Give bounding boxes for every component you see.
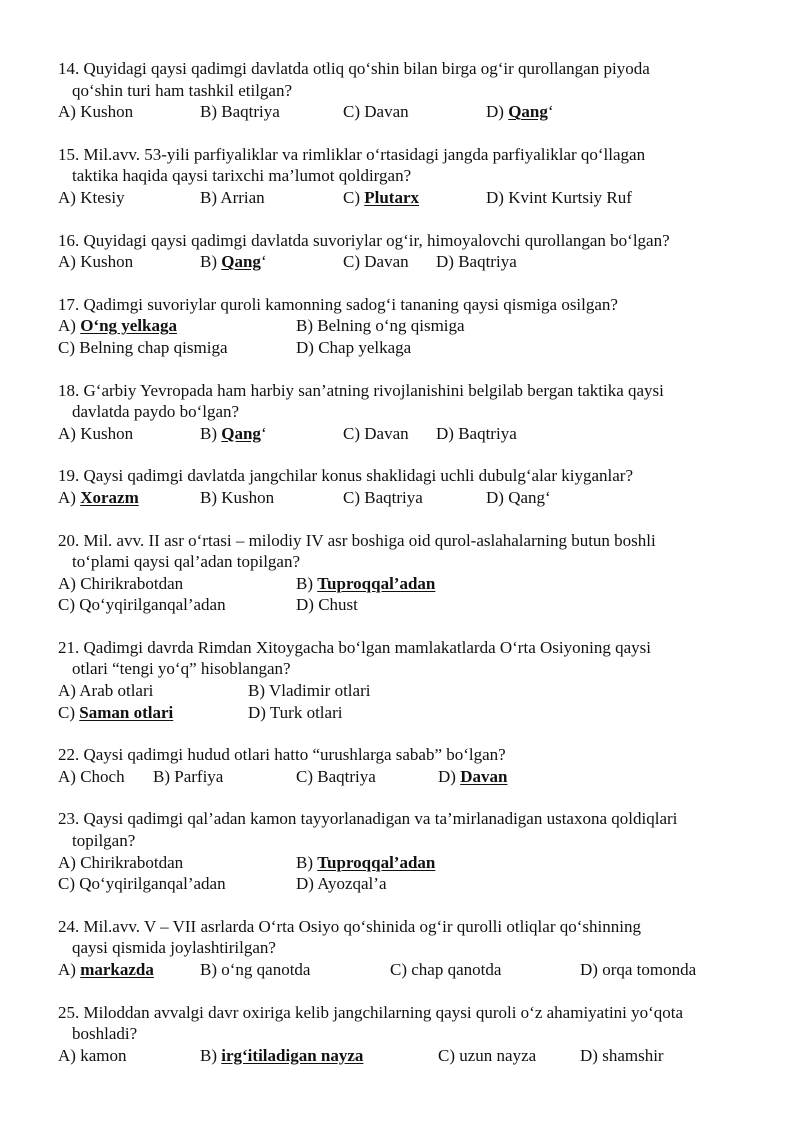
correct-answer-text: markazda	[80, 960, 154, 979]
option-text: Belning chap qismiga	[79, 337, 228, 357]
question-q20	[58, 530, 758, 616]
answer-option[interactable]	[248, 702, 342, 724]
answer-option[interactable]	[58, 959, 154, 981]
question-text	[58, 744, 758, 766]
option-suffix: ‘	[260, 252, 267, 272]
answer-option[interactable]	[343, 487, 423, 509]
question-q23	[58, 808, 758, 894]
option-letter: C)	[343, 487, 365, 507]
option-letter: D)	[436, 423, 459, 443]
answer-option[interactable]	[436, 423, 517, 445]
option-text: Baqtriya	[458, 252, 517, 272]
option-text: Kushon	[80, 102, 134, 122]
answer-option[interactable]	[58, 337, 228, 359]
option-letter: D)	[296, 874, 318, 894]
question-text-line: 23. Qaysi qadimgi qal’adan kamon tayyorlanadigan va ta’mirlanadigan ustaxona qoldiqlari	[58, 809, 678, 829]
answer-option[interactable]	[58, 101, 133, 123]
question-text-line: davlatda paydo bo‘lgan?	[72, 402, 240, 422]
option-text: Ayozqal’a	[317, 874, 387, 894]
option-letter: A)	[58, 423, 81, 443]
question-text	[58, 58, 758, 101]
option-letter: B)	[248, 681, 269, 701]
answer-options-row	[58, 594, 758, 616]
answer-option[interactable]	[58, 852, 183, 874]
option-letter: C)	[58, 595, 80, 615]
question-text-line: qo‘shin turi ham tashkil etilgan?	[72, 80, 293, 100]
option-text: Vladimir otlari	[268, 681, 371, 701]
answer-option[interactable]	[438, 1045, 536, 1067]
option-letter: B)	[200, 423, 222, 443]
option-text: Kvint Kurtsiy Ruf	[508, 187, 632, 207]
correct-answer-text: Qang	[221, 423, 261, 443]
answer-options-row	[58, 873, 758, 895]
correct-answer-text: Qang	[221, 252, 261, 272]
option-text: Chirikrabotdan	[80, 852, 184, 872]
question-q17	[58, 294, 758, 359]
answer-option[interactable]	[200, 101, 280, 123]
correct-answer-text: Qang	[508, 102, 548, 122]
correct-answer-text: Davan	[460, 766, 508, 786]
answer-options-row	[58, 315, 758, 337]
option-text: chap qanotda	[411, 960, 502, 979]
option-letter: A)	[58, 852, 81, 872]
question-text-line: 24. Mil.avv. V – VII asrlarda O‘rta Osiyo qo‘shinida og‘ir qurolli otliqlar qo‘shinning	[58, 916, 641, 936]
option-text: Arab otlari	[79, 681, 154, 701]
option-letter: D)	[486, 102, 509, 122]
question-text-line: 16. Quyidagi qaysi qadimgi davlatda suvoriylar og‘ir, himoyalovchi qurollangan bo‘lgan?	[58, 230, 670, 250]
option-text: Belning o‘ng qismiga	[317, 316, 465, 336]
option-text: Baqtriya	[317, 766, 376, 786]
answer-option[interactable]	[58, 423, 133, 445]
option-letter: B)	[200, 1045, 222, 1065]
question-text-line: boshladi?	[72, 1024, 138, 1044]
option-text: Kushon	[80, 252, 134, 272]
question-text-line: 21. Qadimgi davrda Rimdan Xitoygacha bo‘lgan mamlakatlarda O‘rta Osiyoning qaysi	[58, 637, 651, 657]
option-text: Arrian	[220, 187, 265, 207]
answer-option[interactable]	[296, 852, 435, 874]
question-text-line: 25. Miloddan avvalgi davr oxiriga kelib jangchilarning qaysi quroli o‘z ahamiyatini yo‘qota	[58, 1002, 684, 1022]
answer-option[interactable]	[343, 101, 409, 123]
question-q21	[58, 637, 758, 723]
option-letter: A)	[58, 187, 81, 207]
answer-option[interactable]	[58, 187, 125, 209]
option-letter: C)	[58, 337, 80, 357]
option-letter: A)	[58, 316, 81, 336]
answer-option[interactable]	[296, 873, 387, 895]
test-page	[58, 58, 758, 1087]
option-letter: B)	[200, 252, 222, 272]
option-letter: D)	[486, 187, 509, 207]
option-letter: B)	[153, 766, 175, 786]
question-text-line: topilgan?	[72, 831, 136, 851]
option-letter: C)	[390, 960, 412, 979]
option-letter: D)	[296, 337, 319, 357]
option-letter: B)	[200, 487, 222, 507]
option-letter: D)	[580, 960, 603, 979]
answer-option[interactable]	[296, 315, 465, 337]
answer-option[interactable]	[296, 594, 358, 616]
question-text-line: 14. Quyidagi qaysi qadimgi davlatda otliq qo‘shin bilan birga og‘ir qurollangan piyoda	[58, 59, 650, 78]
question-text-line: otlari “tengi yo‘q” hisoblangan?	[72, 659, 291, 679]
question-q25	[58, 1002, 758, 1067]
option-text: Chust	[318, 595, 358, 615]
option-text: uzun nayza	[459, 1045, 537, 1065]
answer-option[interactable]	[58, 315, 177, 337]
question-text-line: 15. Mil.avv. 53-yili parfiyaliklar va rimliklar o‘rtasidagi jangda parfiyaliklar qo‘llagan	[58, 144, 646, 164]
question-text-line: 19. Qaysi qadimgi davlatda jangchilar konus shaklidagi uchli dubulg‘alar kiyganlar?	[58, 466, 634, 486]
answer-option[interactable]	[343, 187, 419, 209]
question-text	[58, 637, 758, 680]
option-text: kamon	[80, 1045, 127, 1065]
answer-option[interactable]	[153, 766, 223, 788]
option-letter: C)	[58, 874, 80, 894]
question-text	[58, 380, 758, 423]
option-text: Baqtriya	[458, 423, 517, 443]
option-letter: B)	[200, 960, 222, 979]
answer-options-row	[58, 337, 758, 359]
question-q22	[58, 744, 758, 787]
answer-options-row	[58, 251, 758, 273]
question-text-line: to‘plami qaysi qal’adan topilgan?	[72, 552, 301, 572]
option-text: Kushon	[221, 487, 275, 507]
correct-answer-text: O‘ng yelkaga	[80, 316, 178, 336]
question-text	[58, 144, 758, 187]
answer-option[interactable]	[436, 251, 517, 273]
answer-option[interactable]	[58, 251, 133, 273]
correct-answer-text: Saman otlari	[79, 702, 174, 722]
answer-options-row	[58, 680, 758, 702]
answer-option[interactable]	[486, 487, 551, 509]
option-letter: C)	[58, 702, 80, 722]
option-letter: A)	[58, 487, 81, 507]
answer-option[interactable]	[200, 423, 267, 445]
answer-options-row	[58, 1045, 758, 1067]
question-text-line: 22. Qaysi qadimgi hudud otlari hatto “urushlarga sabab” bo‘lgan?	[58, 745, 506, 765]
option-letter: A)	[58, 252, 81, 272]
question-q19	[58, 465, 758, 508]
answer-options-row	[58, 702, 758, 724]
option-text: Choch	[80, 766, 125, 786]
answer-option[interactable]	[296, 337, 411, 359]
option-text: Turk otlari	[269, 702, 343, 722]
answer-option[interactable]	[58, 573, 183, 595]
option-text: Davan	[364, 423, 409, 443]
question-q18	[58, 380, 758, 445]
option-letter: C)	[438, 1045, 460, 1065]
question-text	[58, 916, 758, 959]
option-letter: A)	[58, 960, 81, 979]
correct-answer-text: Xorazm	[80, 487, 139, 507]
answer-option[interactable]	[200, 187, 265, 209]
correct-answer-text: irg‘itiladigan nayza	[221, 1045, 364, 1065]
answer-option[interactable]	[200, 959, 310, 981]
answer-option[interactable]	[58, 702, 173, 724]
option-letter: C)	[343, 187, 365, 207]
option-text: Ktesiy	[80, 187, 125, 207]
question-q14	[58, 58, 758, 123]
option-text: Chirikrabotdan	[80, 573, 184, 593]
question-text-line: 18. G‘arbiy Yevropada ham harbiy san’atning rivojlanishini belgilab bergan taktika qaysi	[58, 380, 664, 400]
answer-options-row	[58, 423, 758, 445]
option-text: Qo‘yqirilganqal’adan	[79, 595, 226, 615]
answer-option[interactable]	[438, 766, 507, 788]
answer-option[interactable]	[486, 187, 632, 209]
correct-answer-text: Plutarx	[364, 187, 420, 207]
option-text: Qang‘	[508, 487, 551, 507]
answer-option[interactable]	[343, 251, 409, 273]
answer-option[interactable]	[200, 1045, 363, 1067]
answer-option[interactable]	[390, 959, 501, 981]
answer-option[interactable]	[58, 680, 153, 702]
option-text: Parfiya	[174, 766, 224, 786]
option-letter: A)	[58, 766, 81, 786]
option-text: Chap yelkaga	[318, 337, 412, 357]
option-letter: D)	[248, 702, 270, 722]
question-text	[58, 465, 758, 487]
option-text: Baqtriya	[221, 102, 280, 122]
option-text: Kushon	[80, 423, 134, 443]
option-letter: D)	[438, 766, 461, 786]
option-letter: B)	[296, 852, 318, 872]
option-text: shamshir	[602, 1045, 664, 1065]
option-letter: C)	[343, 102, 365, 122]
question-q24	[58, 916, 758, 981]
option-letter: D)	[580, 1045, 603, 1065]
option-letter: D)	[486, 487, 509, 507]
answer-options-row	[58, 959, 758, 981]
option-letter: C)	[343, 423, 365, 443]
option-text: orqa tomonda	[602, 960, 697, 979]
option-letter: D)	[296, 595, 319, 615]
answer-options-row	[58, 101, 758, 123]
answer-option[interactable]	[296, 573, 435, 595]
answer-options-row	[58, 852, 758, 874]
option-letter: B)	[296, 316, 318, 336]
answer-options-row	[58, 573, 758, 595]
option-letter: A)	[58, 681, 80, 701]
answer-options-row	[58, 487, 758, 509]
question-text-line: taktika haqida qaysi tarixchi ma’lumot qoldirgan?	[72, 166, 412, 186]
option-letter: A)	[58, 1045, 81, 1065]
option-letter: A)	[58, 573, 81, 593]
question-text	[58, 808, 758, 851]
answer-options-row	[58, 187, 758, 209]
answer-option[interactable]	[200, 487, 274, 509]
correct-answer-text: Tuproqqal’adan	[317, 573, 436, 593]
option-text: Qo‘yqirilganqal’adan	[79, 874, 226, 894]
answer-option[interactable]	[200, 251, 267, 273]
option-letter: A)	[58, 102, 81, 122]
option-suffix: ‘	[547, 102, 554, 122]
correct-answer-text: Tuproqqal’adan	[317, 852, 436, 872]
answer-option[interactable]	[58, 594, 226, 616]
answer-option[interactable]	[58, 766, 125, 788]
answer-option[interactable]	[296, 766, 376, 788]
option-letter: C)	[296, 766, 318, 786]
answer-option[interactable]	[248, 680, 370, 702]
question-text	[58, 230, 758, 252]
option-letter: B)	[200, 102, 222, 122]
question-text	[58, 294, 758, 316]
answer-option[interactable]	[580, 1045, 664, 1067]
question-text	[58, 1002, 758, 1045]
answer-option[interactable]	[486, 101, 554, 123]
option-letter: B)	[200, 187, 221, 207]
question-q16	[58, 230, 758, 273]
answer-option[interactable]	[58, 873, 226, 895]
answer-options-row	[58, 766, 758, 788]
answer-option[interactable]	[343, 423, 409, 445]
answer-option[interactable]	[580, 959, 696, 981]
option-text: Davan	[364, 102, 409, 122]
option-text: Baqtriya	[364, 487, 423, 507]
question-text-line: 20. Mil. avv. II asr o‘rtasi – milodiy IV asr boshiga oid qurol-aslahalarning butun boshli	[58, 530, 656, 550]
answer-option[interactable]	[58, 1045, 126, 1067]
question-text-line: qaysi qismida joylashtirilgan?	[72, 938, 276, 958]
question-text-line: 17. Qadimgi suvoriylar quroli kamonning sadog‘i tananing qaysi qismiga osilgan?	[58, 294, 618, 314]
option-letter: B)	[296, 573, 318, 593]
option-letter: D)	[436, 252, 459, 272]
option-letter: C)	[343, 252, 365, 272]
question-q15	[58, 144, 758, 209]
option-text: Davan	[364, 252, 409, 272]
answer-option[interactable]	[58, 487, 139, 509]
question-text	[58, 530, 758, 573]
option-suffix: ‘	[260, 423, 267, 443]
option-text: o‘ng qanotda	[221, 960, 311, 979]
